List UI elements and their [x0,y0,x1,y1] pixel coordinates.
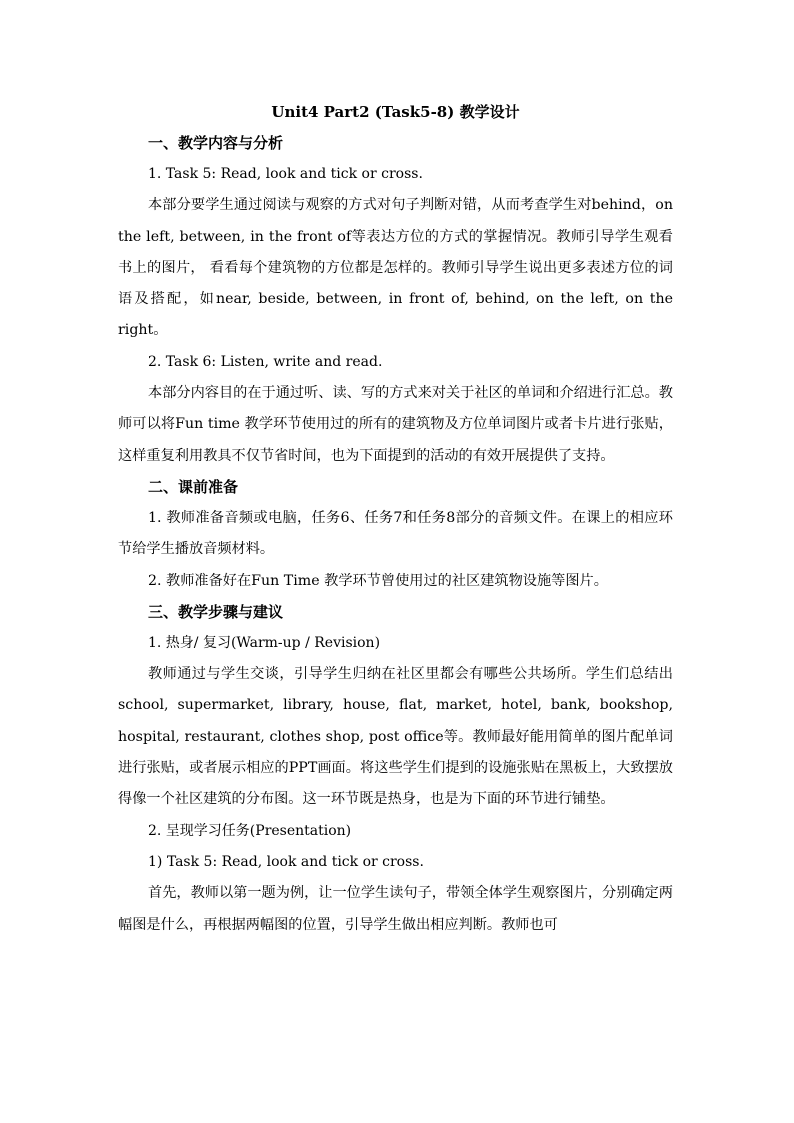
task6-heading: 2. Task 6: Listen, write and read. [148,353,383,370]
warmup-heading: 1. 热身/ 复习(Warm-up / Revision) [148,634,381,651]
section-heading-content-analysis: 一、教学内容与分析 [148,134,284,152]
presentation-task5-paragraph: 首先，教师以第一题为例，让一位学生读句子，带领全体学生观察图片，分别确定两幅图是什么，再根据两幅图的位置，引导学生做出相应判断。教师也可 [118,885,673,933]
preparation-item-1: 1. 教师准备音频或电脑，任务6、任务7和任务8部分的音频文件。在课上的相应环节给学生播放音频材料。 [118,509,673,558]
presentation-task5-heading: 1) Task 5: Read, look and tick or cross. [148,853,424,870]
task6-paragraph: 本部分内容目的在于通过听、读、写的方式来对关于社区的单词和介绍进行汇总。教师可以将Fun time 教学环节使用过的所有的建筑物及方位单词图片或者卡片进行张贴，这样重复利用教具不仅节省时间，也为下面提到的活动的有效开展提供了支持。 [118,385,673,464]
preparation-item-2: 2. 教师准备好在Fun Time 教学环节曾使用过的社区建筑物设施等图片。 [148,572,608,589]
warmup-paragraph: 教师通过与学生交谈，引导学生归纳在社区里都会有哪些公共场所。学生们总结出 school, supermarket, library, house, flat, market, hotel, bank, bookshop, hospital, restaurant, clothes shop, post office等。教师最好能用简单的图片配单词进行张贴，或者展示相应的PPT画面。将这些学生们提到的设施张贴在黑板上，大致摆放得像一个社区建筑的分布图。这一环节既是热身，也是为下面的环节进行铺垫。 [118,666,673,808]
document-page [118,96,673,941]
task5-heading: 1. Task 5: Read, look and tick or cross. [148,166,423,182]
section-heading-preparation: 二、课前准备 [148,477,239,496]
section-heading-teaching-steps: 三、教学步骤与建议 [148,602,284,621]
document-title: Unit4 Part2 (Task5-8) 教学设计 [271,103,520,121]
presentation-heading: 2. 呈现学习任务(Presentation) [148,822,352,839]
task5-paragraph: 本部分要学生通过阅读与观察的方式对句子判断对错，从而考查学生对behind，on the left, between, in the front of等表达方位的方式的掌握情况。教师引导学生观看书上的图片， 看看每个建筑物的方位都是怎样的。教师引导学生说出更多表述方位的词语及搭配，如near, beside, between, in front of, behind, on the left, on the right。 [118,197,673,339]
